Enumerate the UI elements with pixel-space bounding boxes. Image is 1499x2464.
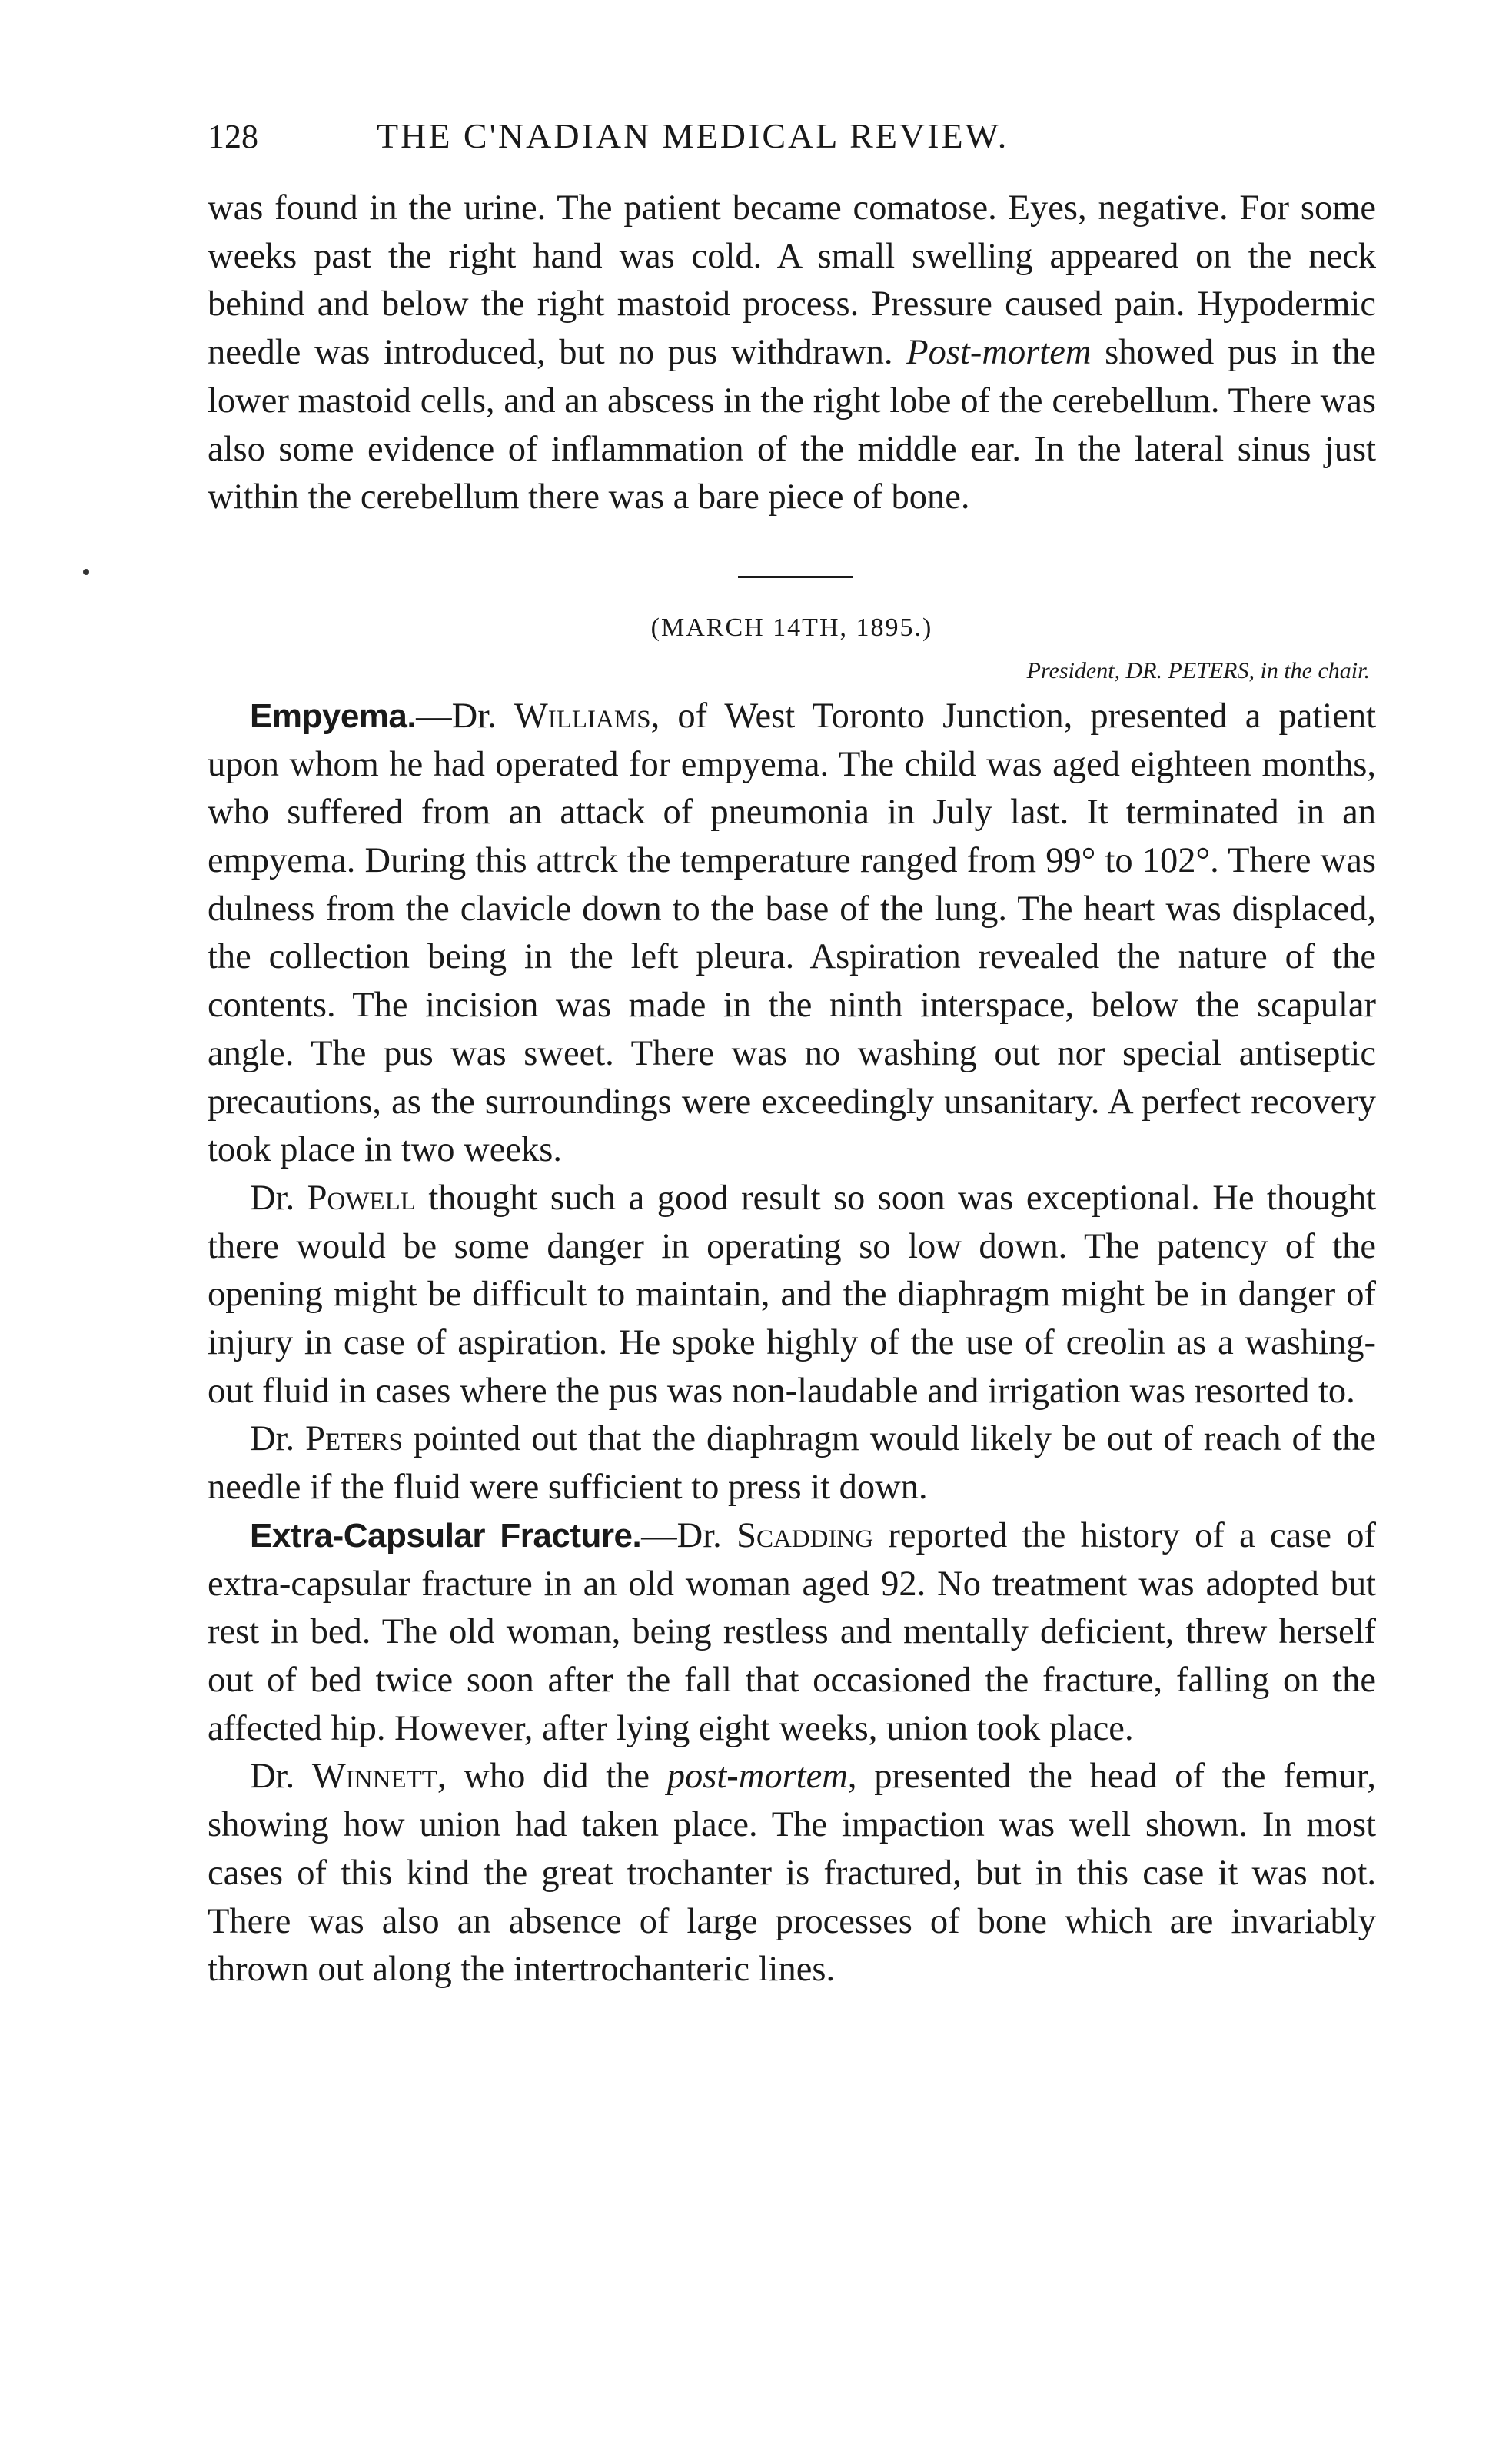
paragraph-continued: was found in the urine. The patient became comatose. Eyes, negative. For some weeks past the right hand was cold. A small swelling appeared on the neck behind and below the right mastoid process. Pressure caused pain. Hypodermic needle was introduced, but no pus withdrawn. Post-mortem showed pus in the lower mastoid cells, and an abscess in the right lobe of the cerebellum. There was also some evidence of inflammation of the middle ear. In the lateral sinus just within the cerebellum there was a bare piece of bone. [208, 188, 1376, 517]
divider-rule [738, 576, 853, 578]
section-divider [208, 522, 1376, 607]
stray-ink-mark [83, 569, 89, 575]
paragraph-fracture: Extra-Capsular Fracture.—Dr. Scadding reported the history of a case of extra-capsular fracture in an old woman aged 92. No treatment was adopted but rest in bed. The old woman, being restless and mentally deficient, threw herself out of bed twice soon after the fall that occasioned the fracture, falling on the affected hip. However, after lying eight weeks, union took place. [208, 1515, 1377, 1748]
section-heading-fracture: Extra-Capsular Fracture. [250, 1516, 642, 1555]
author-name: Powell [307, 1178, 416, 1218]
author-name: Winnett [311, 1757, 437, 1797]
paragraph-empyema: Empyema.—Dr. Williams, of West Toronto Junction, presented a patient upon whom he had operated for empyema. The child was aged eighteen months, who suffered from an attack of pneumonia in July last. It terminated in an empyema. During this attrck the temperature ranged from 99° to 102°. There was dulness from the clavicle down to the base of the lung. The heart was displaced, the collection being in the left pleura. Aspiration revealed the nature of the contents. The incision was made in the ninth interspace, below the scapular angle. The pus was sweet. There was no washing out nor special antiseptic precautions, as the surroundings were exceedingly unsanitary. A perfect recovery took place in two weeks. [208, 696, 1376, 1170]
journal-title: THE C'NADIAN MEDICAL REVIEW. [377, 116, 1009, 155]
meeting-date: (MARCH 14TH, 1895.) [650, 613, 933, 642]
running-header [208, 115, 1376, 185]
author-name: Peters [305, 1419, 403, 1459]
section-heading-empyema: Empyema. [250, 697, 417, 735]
author-name: Scadding [736, 1515, 874, 1555]
italic-term: Post-mortem [906, 333, 1092, 373]
author-name: Williams [514, 696, 651, 736]
page-number: 128 [208, 118, 258, 155]
paragraph-winnett: Dr. Winnett, who did the post-mortem, presented the head of the femur, showing how union had taken place. The impaction was well shown. In most cases of this kind the great trochanter is fractured, but in this case it was not. There was also an absence of large processes of bone which are invariably thrown out along the intertrochanteric lines. [208, 1757, 1377, 1990]
document-page [208, 115, 1376, 1994]
paragraph-peters: Dr. Peters pointed out that the diaphragm would likely be out of reach of the needle if the fluid were sufficient to press it down. [208, 1419, 1376, 1508]
paragraph-powell: Dr. Powell thought such a good result so soon was exceptional. He thought there would be some danger in operating so low down. The patency of the opening might be difficult to maintain, and the diaphragm might be in danger of injury in case of aspiration. He spoke highly of the use of creolin as a washing-out fluid in cases where the pus was non-laudable and irrigation was resorted to. [208, 1178, 1377, 1411]
italic-term: post-mortem [666, 1757, 848, 1797]
chair-note: President, DR. PETERS, in the chair. [1026, 657, 1370, 683]
